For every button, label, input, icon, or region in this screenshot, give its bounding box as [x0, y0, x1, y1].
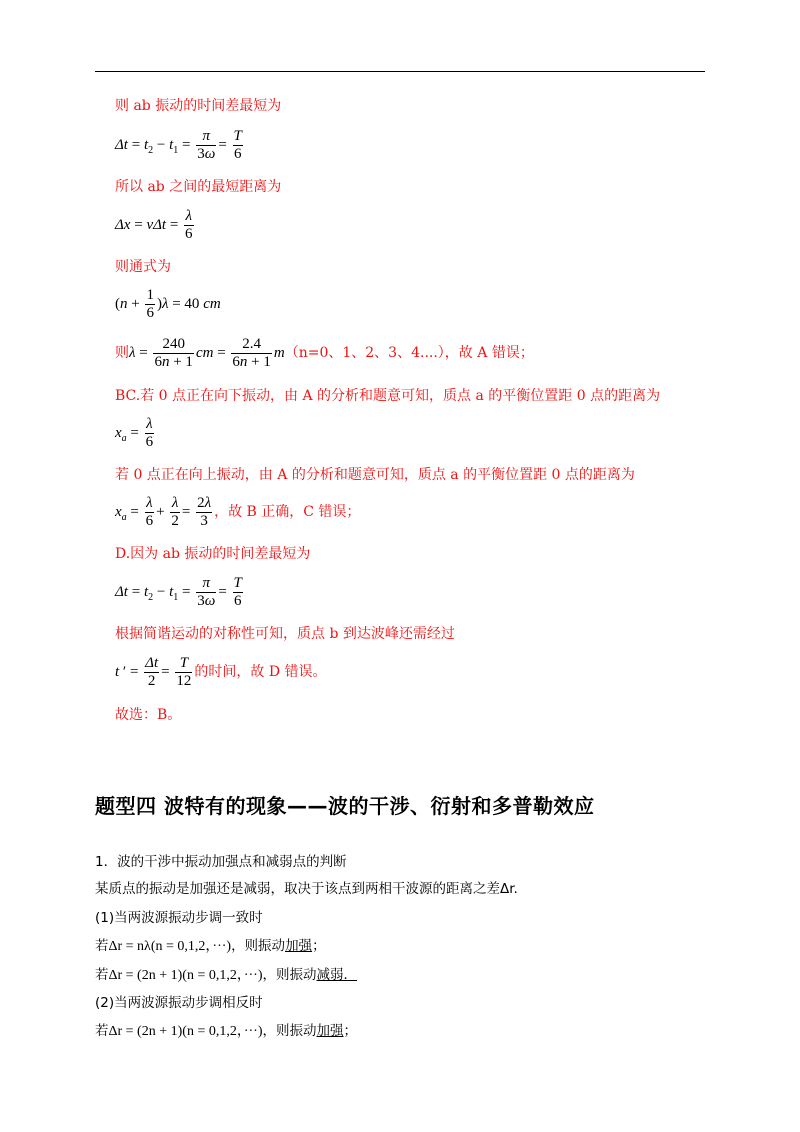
- formula-xa-up-line: $x_a$ = $\frac{\lambda}{6}$ + $\frac{\lambda}{2}$ = $\frac{2\lambda}{3}$ ，故 B 正确，C 错误；: [115, 495, 361, 529]
- formula-lambda-line: 则λ = $\frac{240}{6n + 1}$ cm = $\frac{2.4}{6n + 1}$ m（n=0、1、2、3、4....），故 A 错误；: [115, 336, 534, 370]
- formula-t-prime-line: t ′ = $\frac{\Delta t}{2}$ = $\frac{T}{12}$ 的时间，故 D 错误。: [115, 655, 327, 689]
- text-line: 则通式为: [115, 259, 171, 275]
- text-line: 所以 ab 之间的最短距离为: [115, 179, 282, 195]
- section-heading: 题型四 波特有的现象——波的干涉、衍射和多普勒效应: [95, 794, 595, 818]
- text-line: 根据简谐运动的对称性可知，质点 b 到达波峰还需经过: [115, 626, 455, 642]
- formula-xa-down: $x_a$ = $\frac{\lambda}{6}$: [115, 416, 154, 450]
- formula-delta-t: $\Delta t = t_2 - t_1$ = $\frac{\pi}{3\omega}$ = $\frac{T}{6}$: [115, 128, 242, 162]
- condition-line: 若Δr = nλ(n = 0,1,2，···)，则振动加强；: [95, 938, 326, 954]
- condition-line: 若Δr = (2n + 1)(n = 0,1,2，···)，则振动减弱．: [95, 967, 357, 983]
- formula-general: (n + $\frac{1}{6}$ )λ = 40 cm: [115, 287, 221, 321]
- text-line: 故选：B。: [115, 707, 182, 723]
- text-line: D.因为 ab 振动的时间差最短为: [115, 546, 311, 562]
- section-line: (2)当两波源振动步调相反时: [95, 995, 263, 1011]
- section-line: 某质点的振动是加强还是减弱，取决于该点到两相干波源的距离之差Δr.: [95, 881, 518, 897]
- section-line: 1．波的干涉中振动加强点和减弱点的判断: [95, 854, 347, 870]
- text-line: 则 ab 振动的时间差最短为: [115, 98, 282, 114]
- text-line: BC.若 0 点正在向下振动，由 A 的分析和题意可知，质点 a 的平衡位置距 0 点的距离为: [115, 388, 661, 404]
- formula-delta-t-2: $\Delta t = t_2 - t_1$ = $\frac{\pi}{3\omega}$ = $\frac{T}{6}$: [115, 575, 242, 609]
- header-rule: [95, 71, 705, 72]
- formula-delta-x: Δx = vΔt = $\frac{\lambda}{6}$: [115, 208, 193, 242]
- condition-line: 若Δr = (2n + 1)(n = 0,1,2，···)，则振动加强；: [95, 1023, 357, 1039]
- section-line: (1)当两波源振动步调一致时: [95, 910, 263, 926]
- text-line: 若 0 点正在向上振动，由 A 的分析和题意可知，质点 a 的平衡位置距 0 点的距离为: [115, 467, 635, 483]
